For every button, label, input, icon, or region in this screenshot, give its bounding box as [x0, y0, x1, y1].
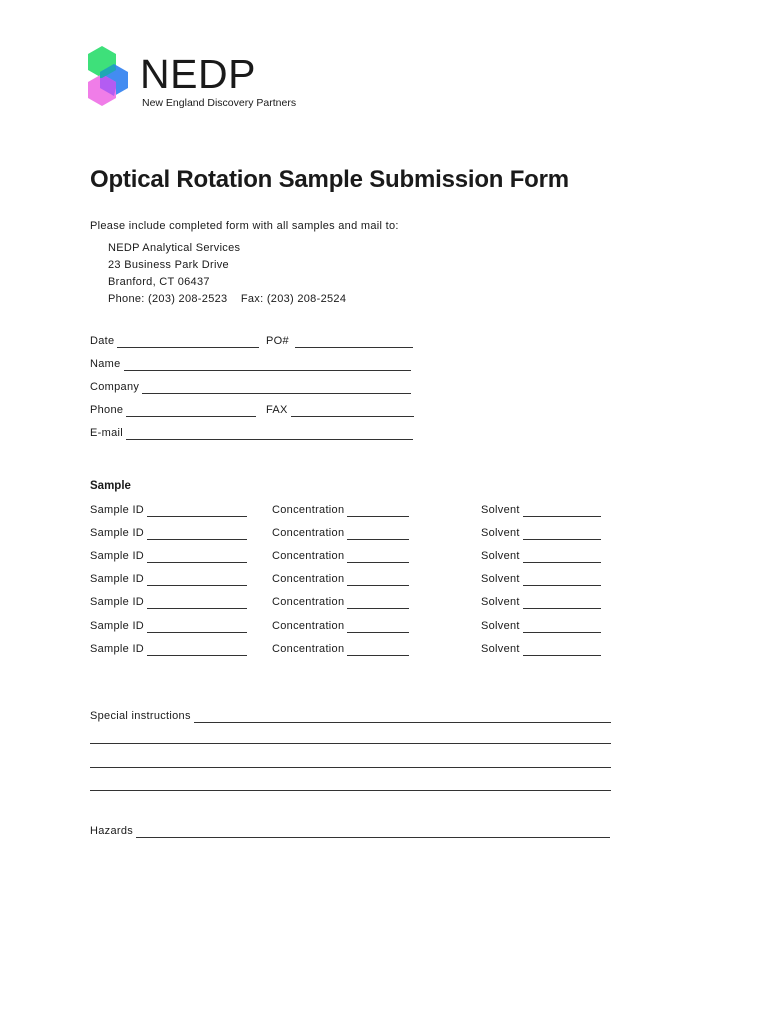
po-input-line[interactable]: [295, 336, 413, 348]
hazards-input-line[interactable]: [136, 826, 610, 838]
sample-id-label: Sample ID: [90, 620, 145, 632]
sample-id-input-line[interactable]: [147, 505, 247, 517]
address-line-1: NEDP Analytical Services: [108, 242, 241, 254]
email-label: E-mail: [90, 427, 123, 439]
page-title: Optical Rotation Sample Submission Form: [90, 166, 569, 193]
sample-id-field[interactable]: [90, 503, 247, 517]
concentration-field[interactable]: [272, 642, 409, 656]
cube-logo-icon: [88, 44, 138, 110]
concentration-input-line[interactable]: [347, 644, 409, 656]
po-label: PO#: [266, 335, 289, 347]
special-instructions-line-1[interactable]: [194, 711, 611, 723]
concentration-input-line[interactable]: [347, 551, 409, 563]
intro-text: Please include completed form with all samples and mail to:: [90, 220, 399, 232]
sample-id-field[interactable]: [90, 595, 247, 609]
sample-id-input-line[interactable]: [147, 644, 247, 656]
fax-input-line[interactable]: [291, 405, 414, 417]
solvent-field[interactable]: [481, 503, 601, 517]
sample-id-label: Sample ID: [90, 573, 145, 585]
concentration-field[interactable]: [272, 549, 409, 563]
concentration-input-line[interactable]: [347, 505, 409, 517]
solvent-label: Solvent: [481, 620, 520, 632]
address-line-4: Phone: (203) 208-2523 Fax: (203) 208-2524: [108, 293, 347, 305]
solvent-input-line[interactable]: [523, 644, 601, 656]
concentration-field[interactable]: [272, 503, 409, 517]
fax-label: FAX: [266, 404, 288, 416]
date-label: Date: [90, 335, 115, 347]
solvent-field[interactable]: [481, 642, 601, 656]
concentration-label: Concentration: [272, 504, 345, 516]
sample-id-label: Sample ID: [90, 527, 145, 539]
solvent-label: Solvent: [481, 573, 520, 585]
solvent-label: Solvent: [481, 550, 520, 562]
phone-input-line[interactable]: [126, 405, 256, 417]
special-instructions-line-4[interactable]: [90, 789, 611, 791]
logo-tagline: New England Discovery Partners: [142, 97, 297, 109]
concentration-field[interactable]: [272, 595, 409, 609]
concentration-field[interactable]: [272, 572, 409, 586]
sample-id-label: Sample ID: [90, 596, 145, 608]
name-label: Name: [90, 358, 121, 370]
concentration-label: Concentration: [272, 620, 345, 632]
concentration-input-line[interactable]: [347, 597, 409, 609]
date-field[interactable]: [90, 334, 259, 348]
concentration-field[interactable]: [272, 619, 409, 633]
concentration-label: Concentration: [272, 550, 345, 562]
date-input-line[interactable]: [117, 336, 259, 348]
sample-id-field[interactable]: [90, 549, 247, 563]
sample-id-label: Sample ID: [90, 504, 145, 516]
sample-section-heading: Sample: [90, 480, 131, 492]
solvent-label: Solvent: [481, 527, 520, 539]
phone-label: Phone: [90, 404, 124, 416]
solvent-input-line[interactable]: [523, 528, 601, 540]
email-field[interactable]: [90, 426, 413, 440]
address-line-2: 23 Business Park Drive: [108, 259, 229, 271]
concentration-label: Concentration: [272, 596, 345, 608]
solvent-field[interactable]: [481, 549, 601, 563]
hazards-label: Hazards: [90, 825, 134, 837]
solvent-input-line[interactable]: [523, 505, 601, 517]
sample-id-input-line[interactable]: [147, 597, 247, 609]
concentration-label: Concentration: [272, 527, 345, 539]
company-label: Company: [90, 381, 140, 393]
sample-id-input-line[interactable]: [147, 574, 247, 586]
company-input-line[interactable]: [142, 382, 411, 394]
fax-field[interactable]: [266, 403, 414, 417]
solvent-input-line[interactable]: [523, 574, 601, 586]
sample-id-field[interactable]: [90, 526, 247, 540]
sample-id-field[interactable]: [90, 642, 247, 656]
concentration-input-line[interactable]: [347, 528, 409, 540]
solvent-field[interactable]: [481, 572, 601, 586]
solvent-label: Solvent: [481, 596, 520, 608]
sample-id-label: Sample ID: [90, 550, 145, 562]
sample-id-input-line[interactable]: [147, 551, 247, 563]
special-instructions-label: Special instructions: [90, 710, 191, 722]
concentration-input-line[interactable]: [347, 574, 409, 586]
name-field[interactable]: [90, 357, 411, 371]
solvent-label: Solvent: [481, 643, 520, 655]
hazards-field[interactable]: [90, 824, 610, 838]
sample-id-input-line[interactable]: [147, 621, 247, 633]
concentration-input-line[interactable]: [347, 621, 409, 633]
solvent-field[interactable]: [481, 526, 601, 540]
address-line-3: Branford, CT 06437: [108, 276, 210, 288]
special-instructions-line-3[interactable]: [90, 766, 611, 768]
email-input-line[interactable]: [126, 428, 413, 440]
po-field[interactable]: [266, 334, 413, 348]
solvent-input-line[interactable]: [523, 597, 601, 609]
sample-id-label: Sample ID: [90, 643, 145, 655]
solvent-input-line[interactable]: [523, 621, 601, 633]
logo-wordmark: NEDP: [140, 51, 256, 97]
special-instructions-field[interactable]: [90, 709, 611, 723]
phone-field[interactable]: [90, 403, 256, 417]
sample-id-input-line[interactable]: [147, 528, 247, 540]
solvent-field[interactable]: [481, 595, 601, 609]
sample-id-field[interactable]: [90, 572, 247, 586]
solvent-input-line[interactable]: [523, 551, 601, 563]
special-instructions-line-2[interactable]: [90, 742, 611, 744]
sample-id-field[interactable]: [90, 619, 247, 633]
concentration-label: Concentration: [272, 643, 345, 655]
solvent-field[interactable]: [481, 619, 601, 633]
name-input-line[interactable]: [124, 359, 411, 371]
concentration-field[interactable]: [272, 526, 409, 540]
company-field[interactable]: [90, 380, 411, 394]
concentration-label: Concentration: [272, 573, 345, 585]
solvent-label: Solvent: [481, 504, 520, 516]
